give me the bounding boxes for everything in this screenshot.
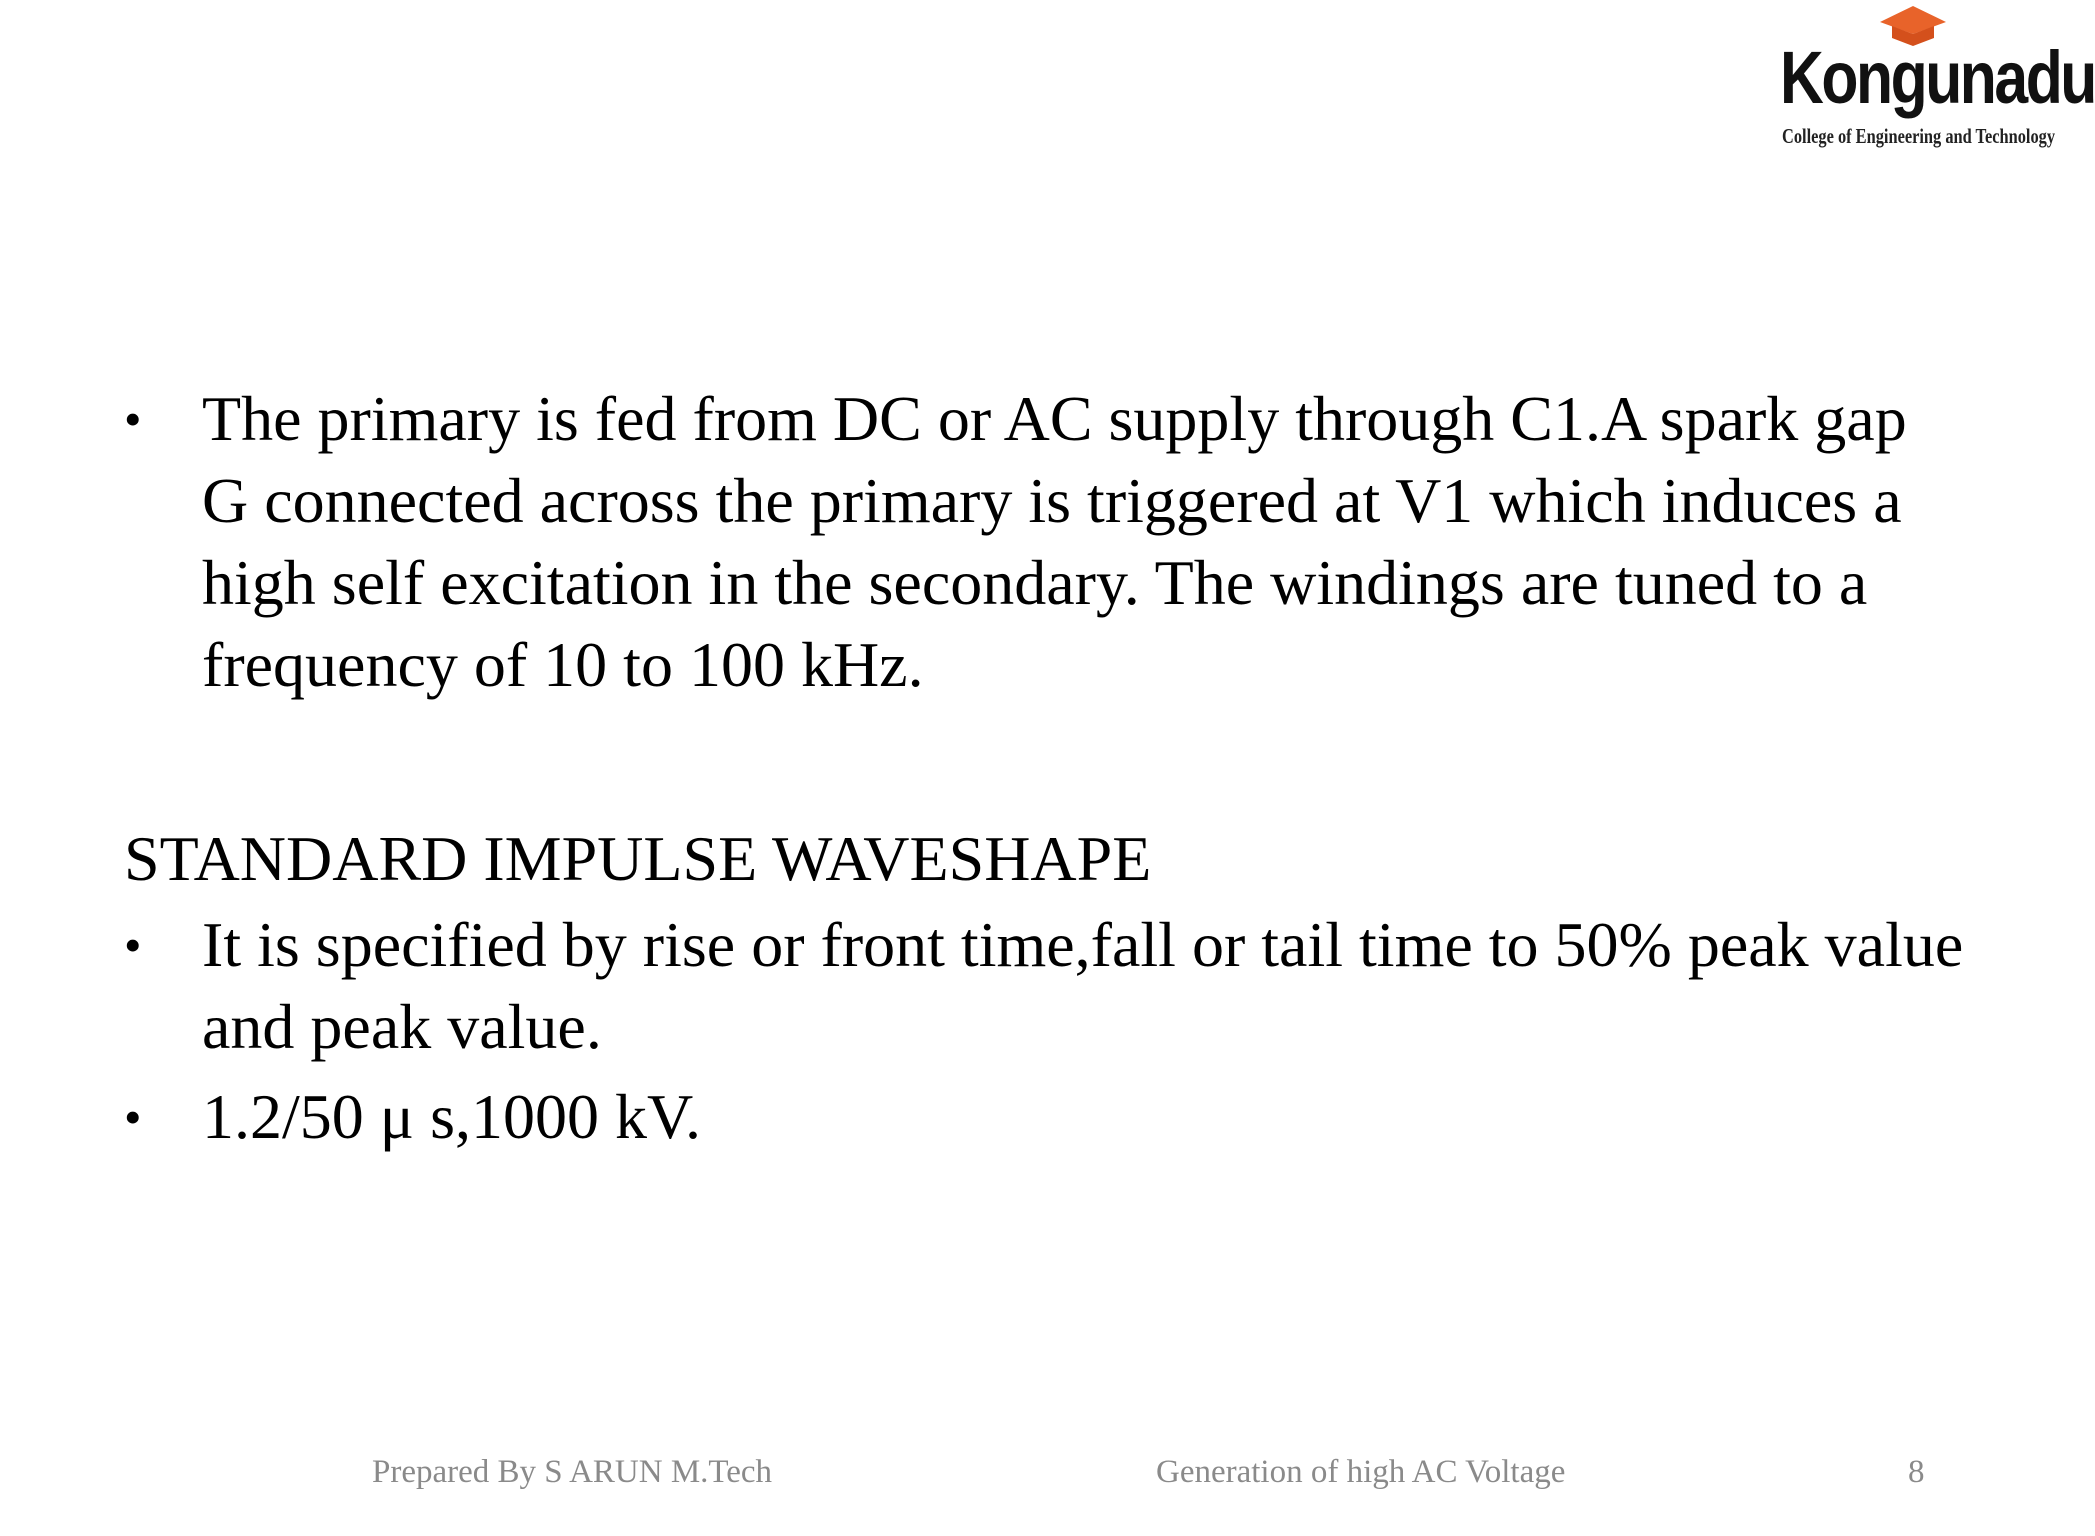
bullet-marker: •	[124, 391, 142, 447]
bullet-marker: •	[124, 1089, 142, 1145]
logo-subtitle: College of Engineering and Technology	[1782, 124, 2056, 148]
bullet-text: The primary is fed from DC or AC supply through C1.A spark gap G connected across the primary is triggered at V1 which induces a high self excitation in the secondary. The windings are tuned to a frequency of 10 to 100 kHz.	[202, 383, 1907, 700]
logo-wordmark: Kongunadu	[1780, 36, 2095, 119]
section-heading: STANDARD IMPULSE WAVESHAPE	[124, 823, 1152, 894]
bullet-text: 1.2/50 μ s,1000 kV.	[202, 1081, 701, 1152]
college-logo	[1780, 4, 2095, 154]
bullet-item	[124, 904, 1964, 1068]
footer-page-number: 8	[1908, 1454, 1925, 1490]
bullet-text: It is specified by rise or front time,fall or tail time to 50% peak value and peak value.	[202, 909, 1964, 1062]
footer-topic: Generation of high AC Voltage	[1156, 1454, 1566, 1490]
bullet-item	[124, 1076, 1964, 1158]
slide-content	[124, 378, 1964, 1158]
bullet-marker: •	[124, 917, 142, 973]
bullet-item	[124, 378, 1964, 706]
footer-author: Prepared By S ARUN M.Tech	[372, 1454, 773, 1490]
